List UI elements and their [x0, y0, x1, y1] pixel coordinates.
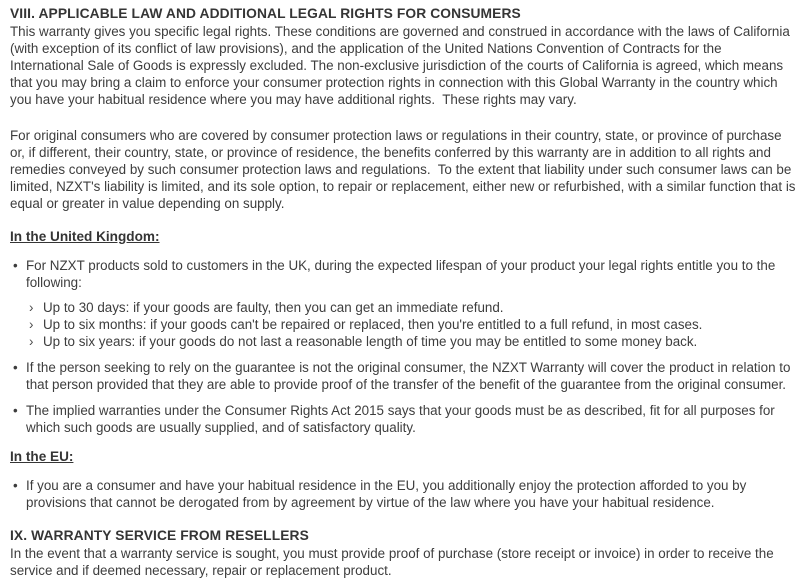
bullet-text: The implied warranties under the Consumer Rights Act 2015 says that your goods must be as described, fit for all purposes for which such goods are usually supplied, and of satisfactory quality.	[26, 403, 779, 435]
bullet-body	[26, 359, 797, 393]
sub-item-text: Up to six months: if your goods can't be repaired or replaced, then you're entitled to a full refund, in most cases.	[43, 317, 703, 332]
bullet-body	[26, 402, 797, 436]
eu-bullet-list	[10, 477, 797, 511]
sub-item-text: Up to six years: if your goods do not last a reasonable length of time you may be entitled to some money back.	[43, 334, 698, 349]
uk-sub-list	[28, 299, 797, 350]
sub-list-item	[28, 316, 797, 333]
section-ix-heading: IX. WARRANTY SERVICE FROM RESELLERS	[10, 528, 309, 543]
bullet-icon: •	[13, 360, 18, 375]
eu-subsection-heading: In the EU:	[10, 449, 74, 464]
bullet-body	[26, 477, 797, 511]
bullet-icon: •	[13, 258, 18, 273]
bullet-item	[10, 402, 797, 436]
uk-bullet-list	[10, 257, 797, 436]
sub-list-item	[28, 299, 797, 316]
uk-subsection-heading: In the United Kingdom:	[10, 229, 160, 244]
bullet-icon: •	[13, 478, 18, 493]
section-viii-heading: VIII. APPLICABLE LAW AND ADDITIONAL LEGAL RIGHTS FOR CONSUMERS	[10, 6, 521, 21]
sub-item-text: Up to 30 days: if your goods are faulty, then you can get an immediate refund.	[43, 300, 504, 315]
bullet-body	[26, 257, 797, 350]
chevron-right-icon: ›	[29, 317, 34, 332]
section-ix-paragraph-1: In the event that a warranty service is sought, you must provide proof of purchase (store receipt or invoice) in order to receive the service and if deemed necessary, repair or replacement product.	[10, 546, 778, 578]
chevron-right-icon: ›	[29, 334, 34, 349]
section-viii-paragraph-1: This warranty gives you specific legal rights. These conditions are governed and construed in accordance with the laws of California (with exception of its conflict of law provisions), and the application of the United Nations Convention of Contracts for the International Sale of Goods is expressly excluded. The non-exclusive jurisdiction of the courts of California is agreed, which means that you may bring a claim to enforce your consumer protection rights in connection with this Global Warranty in the country which you have your habitual residence where you may have additional rights. These rights may vary.	[10, 24, 794, 107]
section-ix	[10, 527, 797, 579]
bullet-item	[10, 257, 797, 350]
bullet-text: If you are a consumer and have your habitual residence in the EU, you additionally enjoy the protection afforded to you by provisions that cannot be derogated from by agreement by virtue of the law where you have your habitual residence.	[26, 478, 751, 510]
bullet-item	[10, 477, 797, 511]
bullet-item	[10, 359, 797, 393]
bullet-text: For NZXT products sold to customers in the UK, during the expected lifespan of your product your legal rights entitle you to the following:	[26, 258, 780, 290]
bullet-icon: •	[13, 403, 18, 418]
chevron-right-icon: ›	[29, 300, 34, 315]
sub-list-item	[28, 333, 797, 350]
bullet-text: If the person seeking to rely on the guarantee is not the original consumer, the NZXT Warranty will cover the product in relation to that person provided that they are able to provide proof of the transfer of the benefit of the guarantee from the original consumer.	[26, 360, 795, 392]
section-viii-paragraph-2: For original consumers who are covered by consumer protection laws or regulations in their country, state, or province of purchase or, if different, their country, state, or province of residence, the benefits conferred by this warranty are in addition to all rights and remedies conveyed by such consumer protection laws and regulations. To the extent that liability under such consumer laws can be limited, NZXT's liability is limited, and its sole option, to repair or replacement, either new or refurbished, with a similar function that is equal or greater in value depending on supply.	[10, 128, 800, 211]
